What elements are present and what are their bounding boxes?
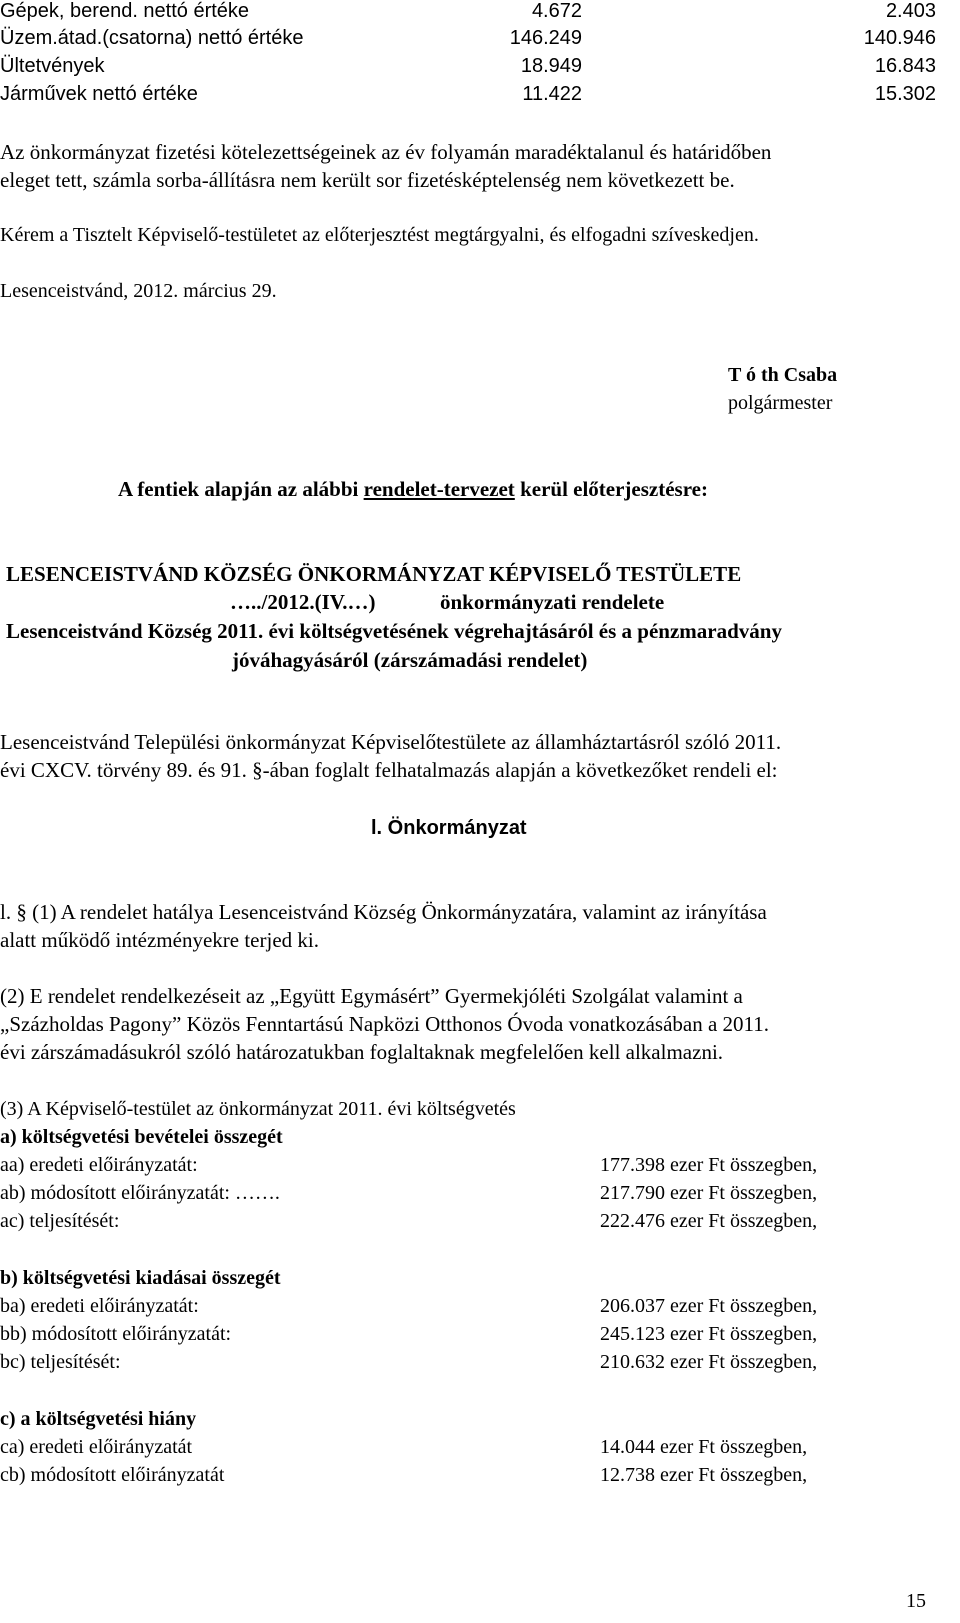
amount-row — [0, 1436, 960, 1464]
amount-label: bb) módosított előirányzatát: — [0, 1323, 232, 1345]
amount-value: 245.123 ezer Ft összegben, — [600, 1323, 818, 1345]
amount-label: ab) módosított előirányzatát: ……. — [0, 1182, 280, 1204]
amount-label: bc) teljesítését: — [0, 1351, 121, 1373]
amount-row — [0, 1295, 960, 1323]
paragraph-line: eleget tett, számla sorba-állításra nem került sor fizetésképtelenség nem következett be. — [0, 168, 735, 192]
preamble-line: évi CXCV. törvény 89. és 91. §-ában foglalt felhatalmazás alapján a következőket rendeli el: — [0, 758, 778, 782]
intro-underlined: rendelet-tervezet — [363, 477, 515, 501]
table-row-value-1: 11.422 — [522, 83, 582, 105]
amount-row — [0, 1464, 960, 1492]
table-row — [0, 27, 960, 55]
amount-label: ba) eredeti előirányzatát: — [0, 1295, 199, 1317]
preamble-line: Lesenceistvánd Települési önkormányzat Képviselőtestülete az államháztartásról szóló 2011. — [0, 730, 782, 754]
table-row-label: Gépek, berend. nettó értéke — [0, 0, 250, 22]
paragraph-line: (3) A Képviselő-testület az önkormányzat 2011. évi költségvetés — [0, 1098, 516, 1120]
amount-value: 177.398 ezer Ft összegben, — [600, 1154, 818, 1176]
amount-value: 14.044 ezer Ft összegben, — [600, 1436, 808, 1458]
intro-before: A fentiek alapján az alábbi — [118, 477, 364, 501]
amount-row — [0, 1210, 960, 1238]
decree-heading-line1: LESENCEISTVÁND KÖZSÉG ÖNKORMÁNYZAT KÉPVISELŐ TESTÜLETE — [6, 562, 742, 586]
paragraph-line: alatt működő intézményekre terjed ki. — [0, 928, 319, 952]
paragraph-line: évi zárszámadásukról szóló határozatukban foglaltaknak megfelelően kell alkalmazni. — [0, 1040, 724, 1064]
table-row-value-2: 15.302 — [874, 83, 936, 105]
intro-after: kerül előterjesztésre: — [514, 477, 708, 501]
table-row-label: Járművek nettó értéke — [0, 83, 198, 105]
request-text: Kérem a Tisztelt Képviselő-testületet az előterjesztést megtárgyalni, és elfogadni szíveskedjen. — [0, 224, 759, 246]
decree-number: …../2012.(IV.…) — [230, 590, 376, 614]
table-row-value-1: 146.249 — [509, 27, 582, 49]
amount-label: ac) teljesítését: — [0, 1210, 120, 1232]
decree-type: önkormányzati rendelete — [440, 590, 665, 614]
amount-value: 12.738 ezer Ft összegben, — [600, 1464, 808, 1486]
amount-label: aa) eredeti előirányzatát: — [0, 1154, 198, 1176]
table-row-label: Üzem.átad.(csatorna) nettó értéke — [0, 27, 304, 49]
paragraph-line: „Százholdas Pagony” Közös Fenntartású Napközi Otthonos Óvoda vonatkozásában a 2011. — [0, 1012, 770, 1036]
amount-label: ca) eredeti előirányzatát — [0, 1436, 193, 1458]
signature-name: T ó th Csaba — [728, 364, 838, 386]
table-row-value-1: 18.949 — [520, 55, 582, 77]
table-row-value-2: 140.946 — [863, 27, 936, 49]
amount-label: cb) módosított előirányzatát — [0, 1464, 225, 1486]
group-title: c) a költségvetési hiány — [0, 1408, 197, 1430]
amount-row — [0, 1182, 960, 1210]
table-row — [0, 83, 960, 111]
group-title: a) költségvetési bevételei összegét — [0, 1126, 283, 1148]
table-row-value-2: 16.843 — [874, 55, 936, 77]
place-date: Lesenceistvánd, 2012. március 29. — [0, 280, 277, 302]
table-row — [0, 55, 960, 83]
decree-heading-line3: Lesenceistvánd Község 2011. évi költségvetésének végrehajtásáról és a pénzmaradvány — [6, 619, 782, 643]
signature-title: polgármester — [728, 392, 833, 414]
amount-row — [0, 1323, 960, 1351]
group-title: b) költségvetési kiadásai összegét — [0, 1267, 281, 1289]
paragraph-line: Az önkormányzat fizetési kötelezettségeinek az év folyamán maradéktalanul és határidőben — [0, 140, 772, 164]
amount-value: 206.037 ezer Ft összegben, — [600, 1295, 818, 1317]
amount-value: 210.632 ezer Ft összegben, — [600, 1351, 818, 1373]
table-row-value-1: 4.672 — [531, 0, 582, 22]
table-row-label: Ültetvények — [0, 55, 105, 77]
paragraph-line: (2) E rendelet rendelkezéseit az „Együtt Egymásért” Gyermekjóléti Szolgálat valamint a — [0, 984, 743, 1008]
amount-row — [0, 1154, 960, 1182]
table-row — [0, 0, 960, 28]
intro-text — [118, 477, 708, 502]
amount-value: 222.476 ezer Ft összegben, — [600, 1210, 818, 1232]
paragraph-line: l. § (1) A rendelet hatálya Lesenceistvánd Község Önkormányzatára, valamint az irányítása — [0, 900, 767, 924]
amount-row — [0, 1351, 960, 1379]
table-row-value-2: 2.403 — [885, 0, 936, 22]
amount-value: 217.790 ezer Ft összegben, — [600, 1182, 818, 1204]
decree-heading-line4: jóváhagyásáról (zárszámadási rendelet) — [232, 648, 588, 672]
section-title: l. Önkormányzat — [371, 817, 527, 839]
page-number: 15 — [906, 1590, 926, 1612]
